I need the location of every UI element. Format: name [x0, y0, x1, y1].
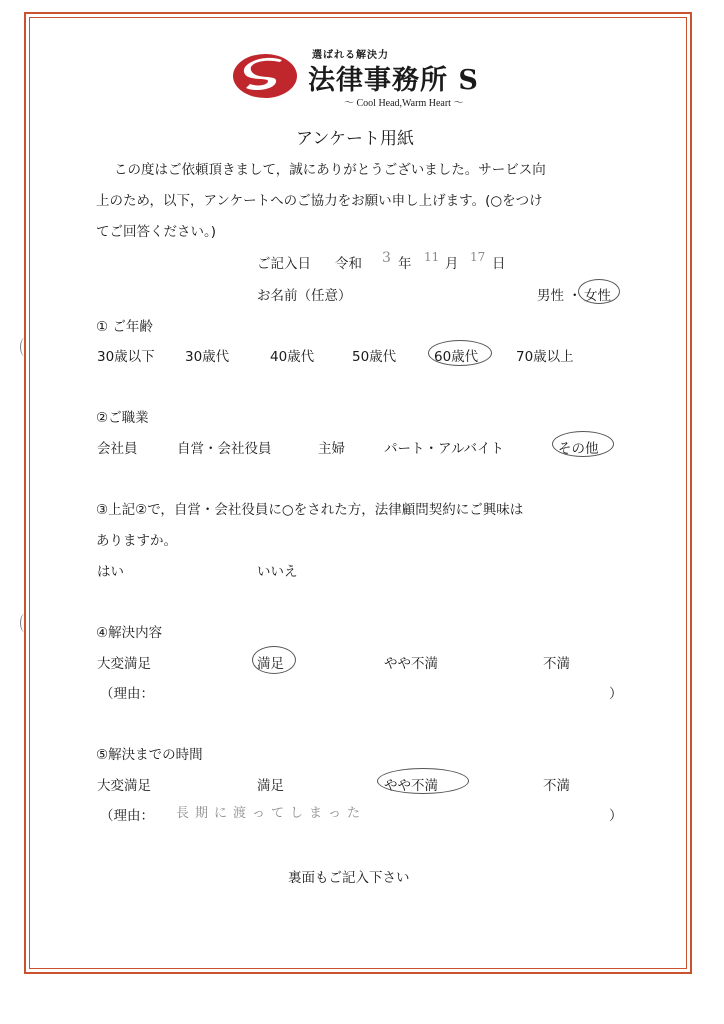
q2-heading: ②ご職業 [96, 410, 149, 426]
q1-option[interactable]: 60歳代 [434, 349, 479, 365]
selection-circle [377, 768, 469, 794]
q4-heading: ④解決内容 [96, 625, 163, 641]
q5-reason-label: （理由： [100, 808, 154, 824]
q4-option[interactable]: やや不満 [384, 656, 438, 672]
gender-separator: ・ [568, 288, 582, 304]
footer-note: 裏面もご記入下さい [288, 870, 410, 886]
q4-option[interactable]: 不満 [543, 656, 570, 672]
date-year-value: 3 [382, 250, 391, 266]
q2-option[interactable]: 主婦 [318, 441, 345, 457]
q3-heading-line-1: ③上記②で，自営・会社役員に○をされた方，法律顧問契約にご興味は [96, 502, 524, 518]
date-year-unit: 年 [398, 256, 412, 272]
q2-option[interactable]: その他 [558, 441, 599, 457]
q3-option[interactable]: はい [97, 564, 124, 580]
intro-line-1: この度はご依頼頂きまして，誠にありがとうございました。サービス向 [114, 162, 546, 178]
q2-option[interactable]: 自営・会社役員 [177, 441, 272, 457]
q2-option[interactable]: パート・アルバイト [384, 441, 505, 457]
s-swoosh-logo-icon [232, 50, 298, 102]
q1-option[interactable]: 40歳代 [270, 349, 315, 365]
punch-hole-mark [20, 338, 29, 356]
logo-subtitle: 〜 Cool Head,Warm Heart 〜 [344, 98, 464, 109]
intro-line-3: てご回答ください。) [96, 224, 217, 240]
q4-reason-close: ） [609, 686, 623, 702]
q5-option[interactable]: 不満 [543, 778, 570, 794]
date-month-unit: 月 [445, 256, 459, 272]
date-day-unit: 日 [492, 256, 506, 272]
date-month-value: 11 [424, 250, 440, 264]
q2-option[interactable]: 会社員 [97, 441, 138, 457]
name-label: お名前（任意） [257, 288, 352, 304]
logo-tagline: 選ばれる解決力 [312, 50, 389, 61]
q3-option[interactable]: いいえ [257, 564, 298, 580]
q3-heading-line-2: ありますか。 [96, 533, 177, 549]
q1-option[interactable]: 70歳以上 [516, 349, 574, 365]
q5-option[interactable]: 大変満足 [97, 778, 151, 794]
selection-circle [428, 340, 492, 366]
q5-reason-text[interactable]: 長期に渡ってしまった [176, 806, 367, 821]
logo-firm-name: 法律事務所 S [308, 65, 479, 96]
date-era: 令和 [335, 256, 362, 272]
selection-circle [252, 646, 296, 674]
q1-option[interactable]: 30歳以下 [97, 349, 155, 365]
date-label: ご記入日 [257, 256, 311, 272]
gender-female[interactable]: 女性 [584, 288, 611, 304]
q5-option[interactable]: やや不満 [384, 778, 438, 794]
intro-line-2: 上のため，以下，アンケートへのご協力をお願い申し上げます。(○をつけ [96, 193, 543, 209]
q5-heading: ⑤解決までの時間 [96, 747, 203, 763]
q1-option[interactable]: 50歳代 [352, 349, 397, 365]
q4-option[interactable]: 大変満足 [97, 656, 151, 672]
q4-reason-label: （理由： [100, 686, 154, 702]
selection-circle [552, 431, 614, 457]
q5-option[interactable]: 満足 [257, 778, 284, 794]
q1-option[interactable]: 30歳代 [185, 349, 230, 365]
gender-male[interactable]: 男性 [537, 288, 564, 304]
q5-reason-close: ） [609, 808, 623, 824]
page-title: アンケート用紙 [296, 129, 414, 149]
firm-logo [232, 46, 502, 110]
selection-circle [578, 279, 620, 304]
date-day-value: 17 [470, 250, 486, 264]
q1-heading: ① ご年齢 [96, 319, 153, 335]
punch-hole-mark [20, 614, 29, 632]
q4-option[interactable]: 満足 [257, 656, 284, 672]
